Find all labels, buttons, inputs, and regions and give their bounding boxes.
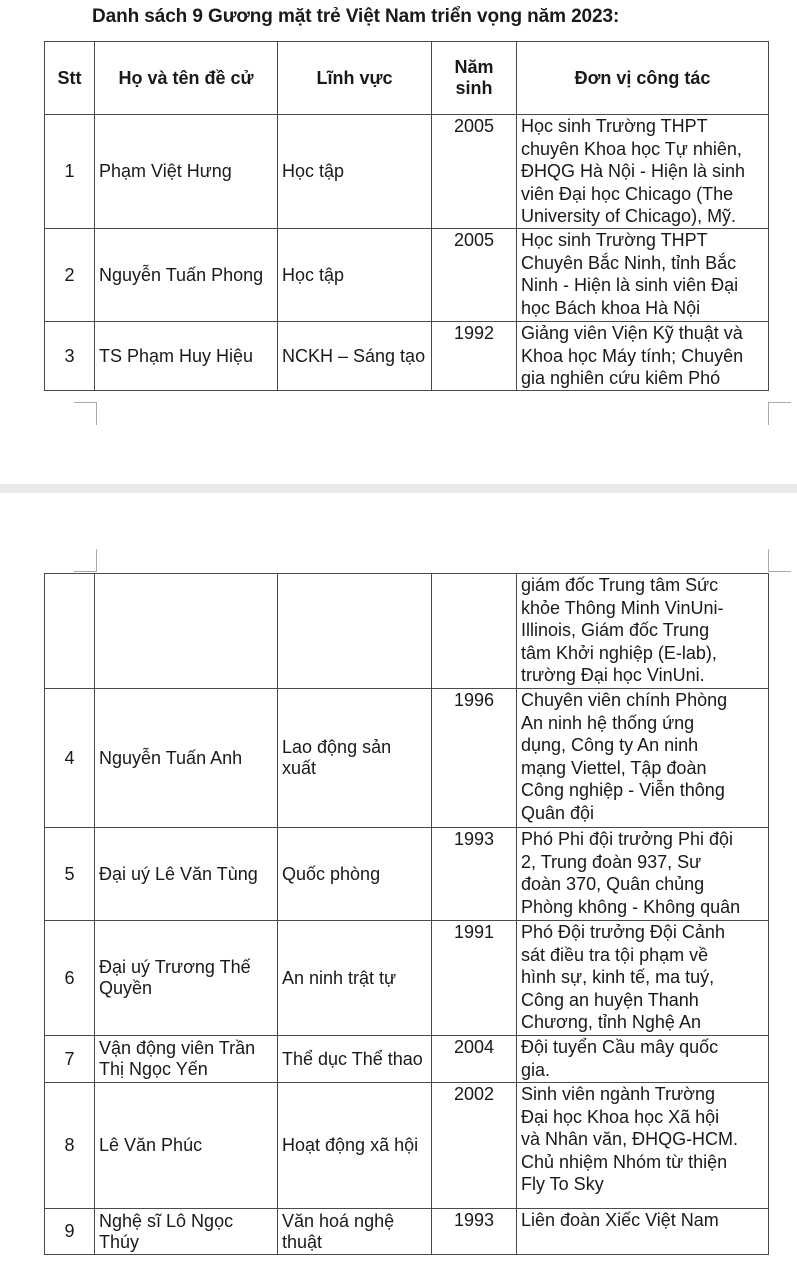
row-org: Đội tuyển Cầu mây quốc gia. <box>517 1036 769 1083</box>
row-field: Thể dục Thể thao <box>278 1036 432 1083</box>
page-break-separator <box>0 484 797 493</box>
header-year: Năm sinh <box>432 42 517 115</box>
row-stt: 5 <box>45 828 95 921</box>
row-name: Đại uý Lê Văn Tùng <box>95 828 278 921</box>
row-org: giám đốc Trung tâm Sức khỏe Thông Minh VinUni- Illinois, Giám đốc Trung tâm Khởi nghiệp (E-lab), trường Đại học VinUni. <box>517 574 769 689</box>
row-stt: 1 <box>45 115 95 229</box>
table-row <box>45 1036 769 1083</box>
row-name: Nghệ sĩ Lô Ngọc Thúy <box>95 1209 278 1255</box>
row-name <box>95 574 278 689</box>
page-corner-mark <box>768 402 791 425</box>
table-row <box>45 921 769 1036</box>
row-field: An ninh trật tự <box>278 921 432 1036</box>
header-name: Họ và tên đề cử <box>95 42 278 115</box>
row-year: 1996 <box>432 689 517 828</box>
page-title: Danh sách 9 Gương mặt trẻ Việt Nam triển vọng năm 2023: <box>92 6 620 27</box>
row-org: Liên đoàn Xiếc Việt Nam <box>517 1209 769 1255</box>
row-org: Giảng viên Viện Kỹ thuật và Khoa học Máy tính; Chuyên gia nghiên cứu kiêm Phó <box>517 322 769 391</box>
row-name: Nguyễn Tuấn Phong <box>95 229 278 322</box>
row-year: 1993 <box>432 1209 517 1255</box>
table-row <box>45 115 769 229</box>
row-stt: 8 <box>45 1083 95 1209</box>
nominee-table-page-2 <box>44 573 769 1255</box>
row-name: Phạm Việt Hưng <box>95 115 278 229</box>
page-corner-mark <box>74 402 97 425</box>
row-stt: 3 <box>45 322 95 391</box>
row-field: Hoạt động xã hội <box>278 1083 432 1209</box>
table-row <box>45 828 769 921</box>
header-field: Lĩnh vực <box>278 42 432 115</box>
row-field: Học tập <box>278 229 432 322</box>
table-row <box>45 1209 769 1255</box>
row-field: Văn hoá nghệ thuật <box>278 1209 432 1255</box>
row-field: NCKH – Sáng tạo <box>278 322 432 391</box>
table-row <box>45 574 769 689</box>
row-org: Phó Đội trưởng Đội Cảnh sát điều tra tội phạm về hình sự, kinh tế, ma tuý, Công an huyện Thanh Chương, tỉnh Nghệ An <box>517 921 769 1036</box>
row-year <box>432 574 517 689</box>
row-year: 2005 <box>432 229 517 322</box>
row-stt: 6 <box>45 921 95 1036</box>
row-field: Quốc phòng <box>278 828 432 921</box>
row-stt: 9 <box>45 1209 95 1255</box>
row-name: Đại uý Trương Thế Quyền <box>95 921 278 1036</box>
row-field: Học tập <box>278 115 432 229</box>
row-stt: 2 <box>45 229 95 322</box>
row-year: 1993 <box>432 828 517 921</box>
page-corner-mark <box>768 549 791 572</box>
row-name: Vận động viên Trần Thị Ngọc Yến <box>95 1036 278 1083</box>
nominee-table-page-1 <box>44 41 769 391</box>
table-row <box>45 322 769 391</box>
table-header-row <box>45 42 769 115</box>
row-org: Chuyên viên chính Phòng An ninh hệ thống ứng dụng, Công ty An ninh mạng Viettel, Tập đoàn Công nghiệp - Viễn thông Quân đội <box>517 689 769 828</box>
header-stt: Stt <box>45 42 95 115</box>
row-year: 1992 <box>432 322 517 391</box>
page-corner-mark <box>74 549 97 572</box>
row-name: Nguyễn Tuấn Anh <box>95 689 278 828</box>
row-org: Phó Phi đội trưởng Phi đội 2, Trung đoàn 937, Sư đoàn 370, Quân chủng Phòng không - Không quân <box>517 828 769 921</box>
table-row <box>45 689 769 828</box>
row-year: 2002 <box>432 1083 517 1209</box>
table-row <box>45 1083 769 1209</box>
row-year: 1991 <box>432 921 517 1036</box>
table-row <box>45 229 769 322</box>
row-field <box>278 574 432 689</box>
row-stt: 7 <box>45 1036 95 1083</box>
row-org: Học sinh Trường THPT chuyên Khoa học Tự nhiên, ĐHQG Hà Nội - Hiện là sinh viên Đại học Chicago (The University of Chicago), Mỹ. <box>517 115 769 229</box>
row-stt <box>45 574 95 689</box>
row-name: TS Phạm Huy Hiệu <box>95 322 278 391</box>
header-org: Đơn vị công tác <box>517 42 769 115</box>
row-field: Lao động sản xuất <box>278 689 432 828</box>
row-stt: 4 <box>45 689 95 828</box>
row-org: Học sinh Trường THPT Chuyên Bắc Ninh, tỉnh Bắc Ninh - Hiện là sinh viên Đại học Bách khoa Hà Nội <box>517 229 769 322</box>
row-org: Sinh viên ngành Trường Đại học Khoa học Xã hội và Nhân văn, ĐHQG-HCM. Chủ nhiệm Nhóm từ thiện Fly To Sky <box>517 1083 769 1209</box>
row-year: 2004 <box>432 1036 517 1083</box>
row-name: Lê Văn Phúc <box>95 1083 278 1209</box>
row-year: 2005 <box>432 115 517 229</box>
